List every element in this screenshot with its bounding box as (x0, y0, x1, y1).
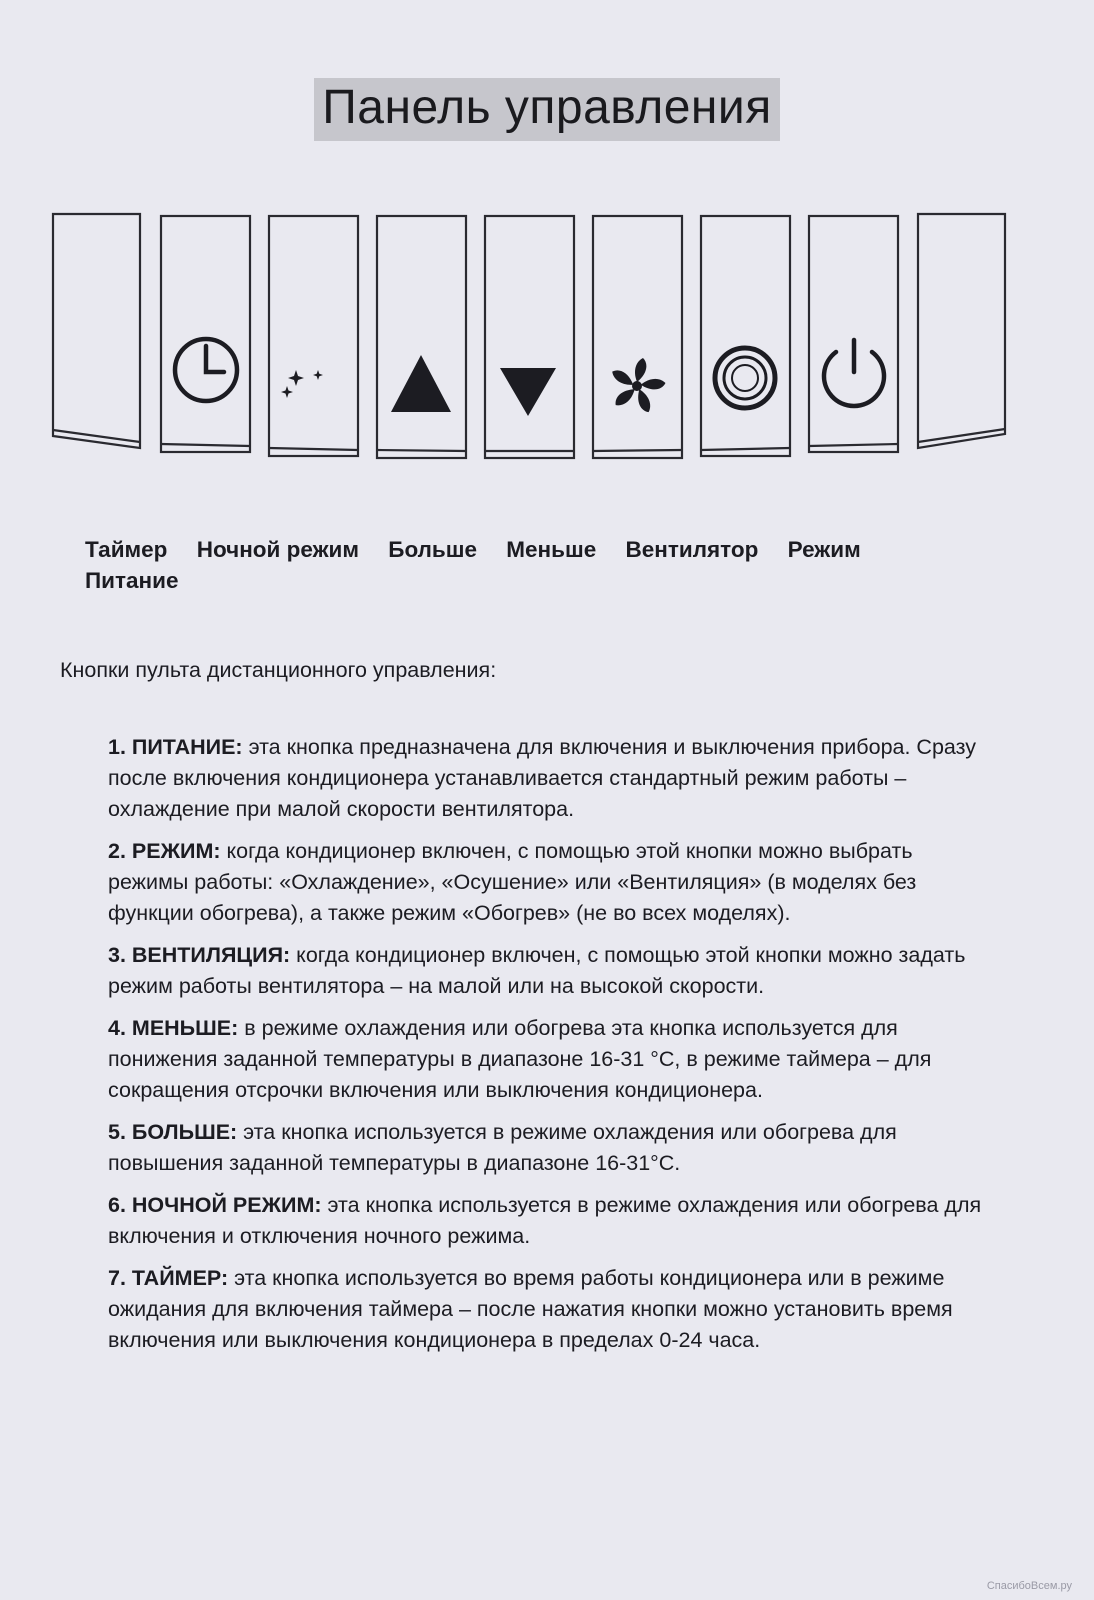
fan-icon (610, 358, 667, 414)
label-up: Больше (388, 537, 478, 562)
panel-button-down[interactable] (485, 216, 574, 458)
triangle-down-icon (500, 368, 556, 416)
label-power: Питание (85, 568, 179, 593)
panel-button-timer[interactable] (161, 216, 250, 452)
list-item (108, 1263, 988, 1356)
item-text: эта кнопка используется в режиме охлаждения или обогрева для включения и отключения ночного режима. (108, 1193, 982, 1248)
instructions-list (108, 732, 988, 1367)
label-mode: Режим (787, 537, 861, 562)
watermark: СпасибоВсем.ру (986, 1580, 1072, 1592)
intro-text: Кнопки пульта дистанционного управления: (60, 658, 497, 682)
item-text: эта кнопка используется в режиме охлаждения или обогрева для повышения заданной температуры в диапазоне 16-31°С. (108, 1120, 897, 1175)
item-heading: 1. ПИТАНИЕ: (108, 735, 243, 759)
moon-stars-icon (281, 350, 348, 400)
control-panel (0, 200, 1094, 480)
panel-button-blank-left (53, 214, 140, 448)
label-timer: Таймер (85, 537, 168, 562)
label-night-mode: Ночной режим (196, 537, 360, 562)
item-text: в режиме охлаждения или обогрева эта кнопка используется для понижения заданной температуры в диапазоне 16-31 °С, в режиме таймера – для сокращения отсрочки включения или выключения кондиционера. (108, 1016, 932, 1102)
page-title: Панель управления (314, 78, 779, 141)
panel-button-up[interactable] (377, 216, 466, 458)
clock-icon (175, 339, 237, 401)
item-heading: 7. ТАЙМЕР: (108, 1266, 229, 1290)
list-item (108, 940, 988, 1002)
item-text: эта кнопка используется во время работы кондиционера или в режиме ожидания для включения таймера – после нажатия кнопки можно установить время включения или выключения кондиционера в пределах 0-24 часа. (108, 1266, 953, 1352)
item-text: когда кондиционер включен, с помощью этой кнопки можно задать режим работы вентилятора – на малой или на высокой скорости. (108, 943, 966, 998)
panel-button-mode[interactable] (701, 216, 790, 456)
item-heading: 2. РЕЖИМ: (108, 839, 221, 863)
power-icon (824, 340, 884, 406)
item-heading: 4. МЕНЬШЕ: (108, 1016, 239, 1040)
item-heading: 5. БОЛЬШЕ: (108, 1120, 238, 1144)
ring-icon (715, 348, 775, 408)
item-text: когда кондиционер включен, с помощью этой кнопки можно выбрать режимы работы: «Охлаждение», «Осушение» или «Вентиляция» (в моделях без функции обогрева), а также режим «Обогрев» (не во всех моделях). (108, 839, 917, 925)
list-item (108, 732, 988, 825)
list-item (108, 1190, 988, 1252)
item-text: эта кнопка предназначена для включения и выключения прибора. Сразу после включения кондиционера устанавливается стандартный режим работы – охлаждение при малой скорости вентилятора. (108, 735, 977, 821)
list-item (108, 1117, 988, 1179)
item-heading: 6. НОЧНОЙ РЕЖИМ: (108, 1193, 322, 1217)
triangle-up-icon (391, 355, 451, 412)
list-item (108, 836, 988, 929)
item-heading: 3. ВЕНТИЛЯЦИЯ: (108, 943, 291, 967)
panel-labels (85, 534, 945, 596)
panel-button-fan[interactable] (593, 216, 682, 458)
list-item (108, 1013, 988, 1106)
panel-button-night[interactable] (269, 216, 358, 456)
panel-button-power[interactable] (809, 216, 898, 452)
label-fan: Вентилятор (625, 537, 759, 562)
label-down: Меньше (506, 537, 597, 562)
title-wrap (0, 78, 1094, 141)
panel-button-blank-right (918, 214, 1005, 448)
